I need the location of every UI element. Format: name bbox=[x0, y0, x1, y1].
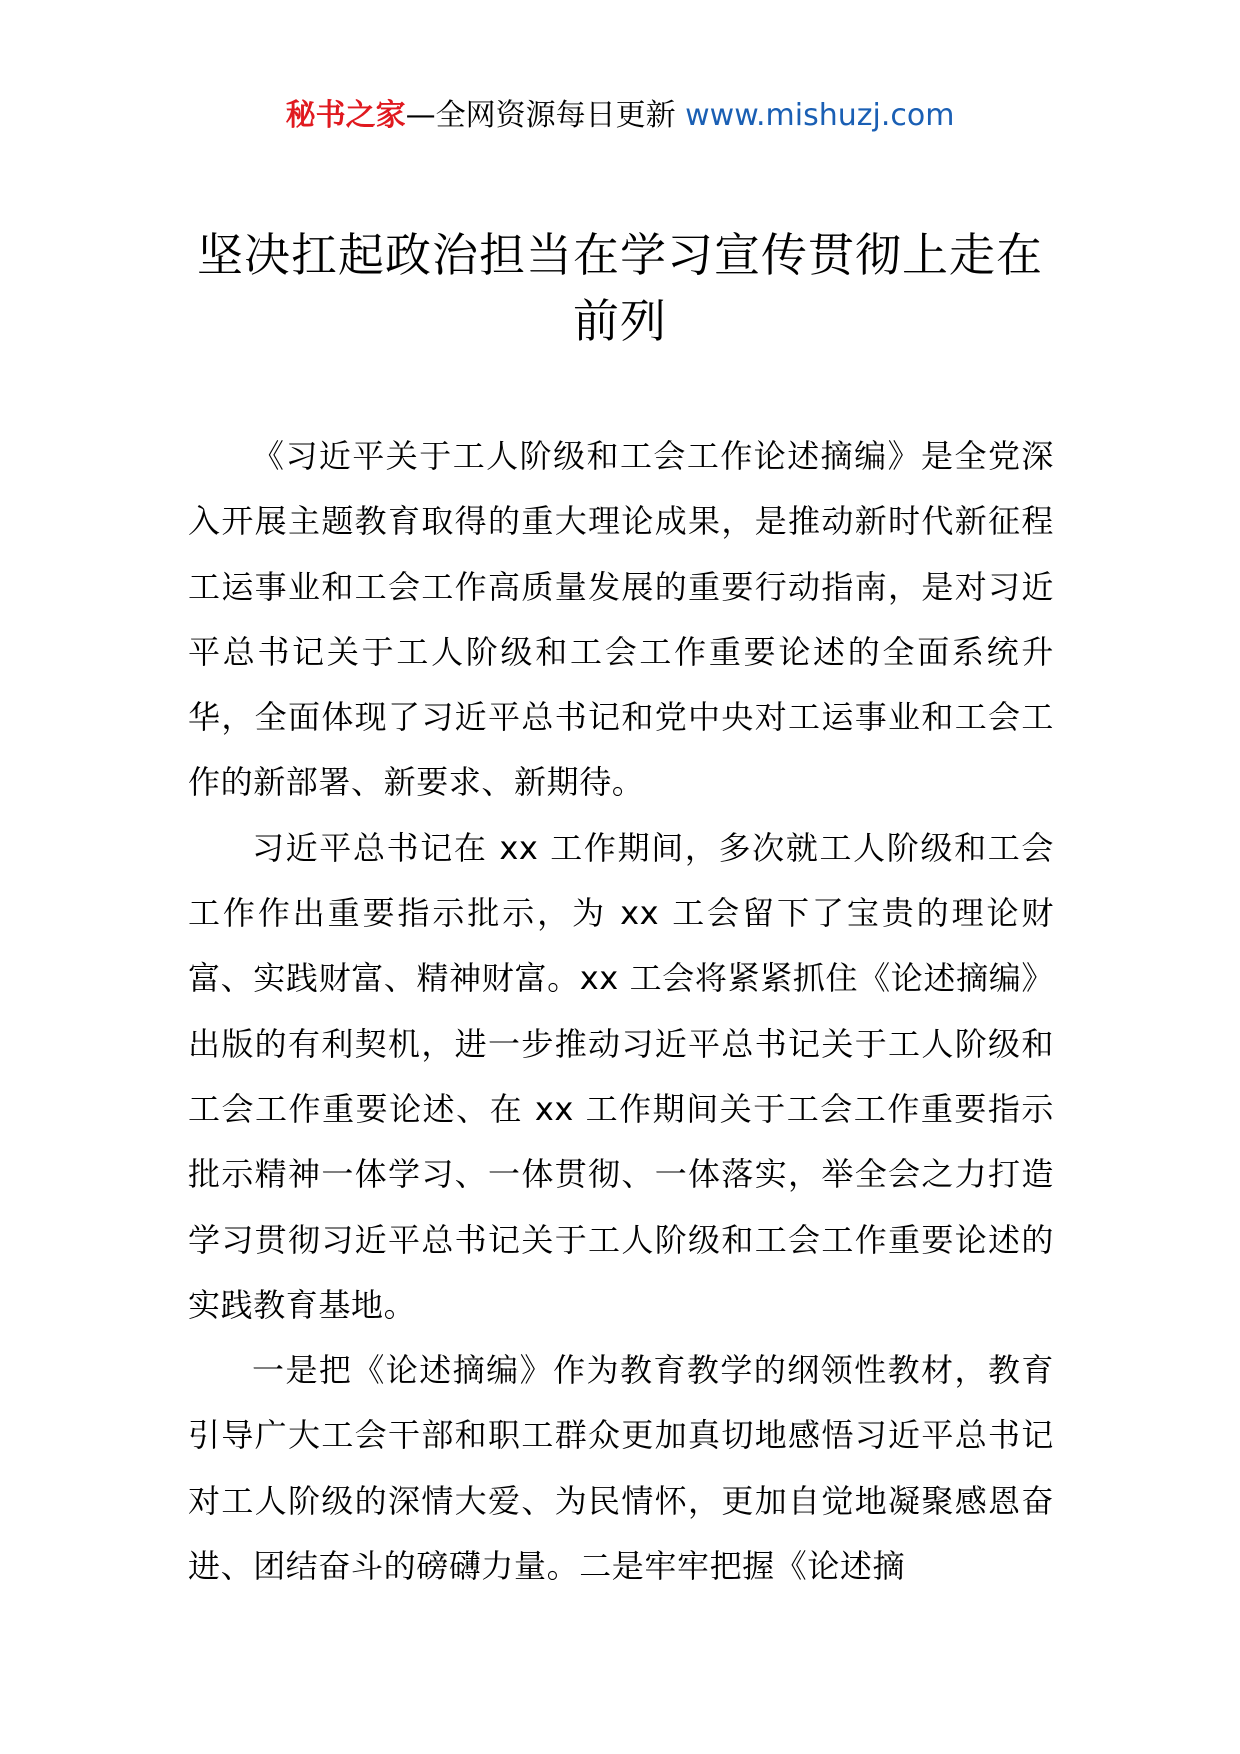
site-url-link[interactable]: www.mishuzj.com bbox=[685, 98, 955, 133]
document-body bbox=[188, 424, 1054, 1599]
document-title bbox=[190, 222, 1050, 354]
header-tagline: —全网资源每日更新 bbox=[405, 98, 676, 133]
title-line-2: 前列 bbox=[573, 294, 667, 348]
paragraph-3: 一是把《论述摘编》作为教育教学的纲领性教材，教育引导广大工会干部和职工群众更加真切地感悟习近平总书记对工人阶级的深情大爱、为民情怀，更加自觉地凝聚感恩奋进、团结奋斗的磅礴力量。二是牢牢把握《论述摘 bbox=[188, 1351, 1054, 1586]
paragraph-2: 习近平总书记在 xx 工作期间，多次就工人阶级和工会工作作出重要指示批示，为 xx 工会留下了宝贵的理论财富、实践财富、精神财富。xx 工会将紧紧抓住《论述摘编》出版的有利契机，进一步推动习近平总书记关于工人阶级和工会工作重要论述、在 xx 工作期间关于工会工作重要指示批示精神一体学习、一体贯彻、一体落实，举全会之力打造学习贯彻习近平总书记关于工人阶级和工会工作重要论述的实践教育基地。 bbox=[188, 828, 1054, 1324]
brand-name: 秘书之家 bbox=[285, 98, 406, 133]
site-header bbox=[0, 96, 1240, 136]
paragraph-1: 《习近平关于工人阶级和工会工作论述摘编》是全党深入开展主题教育取得的重大理论成果，是推动新时代新征程工运事业和工会工作高质量发展的重要行动指南，是对习近平总书记关于工人阶级和工会工作重要论述的全面系统升华，全面体现了习近平总书记和党中央对工运事业和工会工作的新部署、新要求、新期待。 bbox=[188, 437, 1054, 802]
title-line-1: 坚决扛起政治担当在学习宣传贯彻上走在 bbox=[197, 228, 1043, 282]
